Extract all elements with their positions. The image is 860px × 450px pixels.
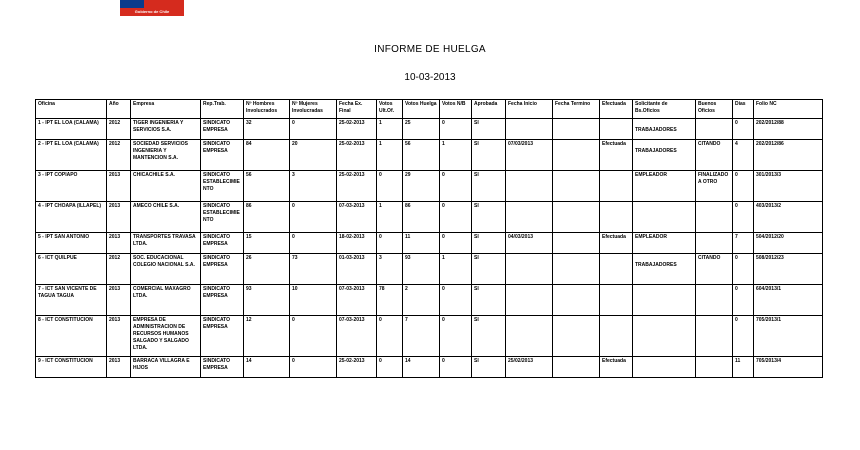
cell-anio: 2013 [107,171,131,202]
cell-solicitante: EMPLEADOR [633,171,696,202]
cell-rep: SINDICATO EMPRESA [201,254,244,285]
cell-folio: 705/2013/4 [754,357,823,378]
cell-termino [553,357,600,378]
cell-empresa: SOCIEDAD SERVICIOS INGENIERIA Y MANTENCION S.A. [131,140,201,171]
cell-votos_ult: 3 [377,254,403,285]
cell-aprobada: SI [472,233,506,254]
cell-oficina: 1 - IPT EL LOA (CALAMA) [36,119,107,140]
cell-anio: 2012 [107,119,131,140]
cell-mujeres: 10 [290,285,337,316]
cell-folio: 504/2012/20 [754,233,823,254]
cell-oficina: 4 - IPT CHOAPA (ILLAPEL) [36,202,107,233]
col-header: Fecha Termino [553,100,600,119]
cell-empresa: TRANSPORTES TRAVASA LTDA. [131,233,201,254]
table-header-row [36,100,823,119]
col-header: Oficina [36,100,107,119]
cell-votos_nb: 0 [440,316,472,357]
cell-votos_huelga: 29 [403,171,440,202]
col-header: Votos Huelga [403,100,440,119]
cell-efectuada: Efectuada [600,140,633,171]
col-header: Votos N/B [440,100,472,119]
cell-mujeres: 0 [290,316,337,357]
cell-solicitante [633,119,696,140]
cell-rep: SINDICATO EMPRESA [201,316,244,357]
cell-inicio [506,254,553,285]
table-row [36,202,823,233]
cell-hombres: 26 [244,254,290,285]
table-row [36,140,823,171]
cell-folio: 604/2013/1 [754,285,823,316]
cell-votos_nb: 0 [440,285,472,316]
cell-fecha_ex: 25-02-2013 [337,357,377,378]
cell-mujeres: 0 [290,357,337,378]
cell-mujeres: 0 [290,119,337,140]
col-header: Aprobada [472,100,506,119]
cell-solicitante [633,254,696,285]
cell-solicitante [633,285,696,316]
cell-folio: 705/2013/1 [754,316,823,357]
cell-folio: 403/2013/2 [754,202,823,233]
cell-termino [553,119,600,140]
cell-oficina: 8 - ICT CONSTITUCION [36,316,107,357]
cell-dias: 0 [733,254,754,285]
col-header: Nº Mujeres Involucradas [290,100,337,119]
cell-inicio [506,202,553,233]
cell-votos_ult: 1 [377,119,403,140]
cell-empresa: TIGER INGENIERIA Y SERVICIOS S.A. [131,119,201,140]
table-row [36,316,823,357]
strike-report-table [35,99,823,378]
cell-anio: 2013 [107,285,131,316]
cell-efectuada [600,171,633,202]
cell-votos_huelga: 11 [403,233,440,254]
cell-empresa: AMECO CHILE S.A. [131,202,201,233]
cell-oficina: 7 - ICT SAN VICENTE DE TAGUA TAGUA [36,285,107,316]
cell-dias: 7 [733,233,754,254]
cell-termino [553,171,600,202]
cell-buenos: CITANDO [696,140,733,171]
table-row [36,285,823,316]
table-body [36,119,823,378]
cell-aprobada: SI [472,254,506,285]
cell-oficina: 3 - IPT COPIAPO [36,171,107,202]
cell-empresa: EMPRESA DE ADMINISTRACION DE RECURSOS HUMANOS SALGADO Y SALGADO LTDA. [131,316,201,357]
cell-rep: SINDICATO EMPRESA [201,140,244,171]
cell-fecha_ex: 07-03-2013 [337,202,377,233]
cell-oficina: 5 - IPT SAN ANTONIO [36,233,107,254]
cell-empresa: CHICACHILE S.A. [131,171,201,202]
cell-votos_ult: 0 [377,233,403,254]
cell-text: TRABAJADORES [635,148,677,154]
col-header: Nº Hombres Involucrados [244,100,290,119]
cell-rep: SINDICATO EMPRESA [201,285,244,316]
cell-folio: 301/2013/3 [754,171,823,202]
cell-text: TRABAJADORES [635,262,677,268]
cell-rep: SINDICATO ESTABLECIMIENTO [201,202,244,233]
cell-solicitante [633,316,696,357]
cell-folio: 202/2012/88 [754,119,823,140]
cell-hombres: 15 [244,233,290,254]
cell-votos_nb: 0 [440,233,472,254]
logo-red-block [144,0,184,8]
cell-votos_huelga: 2 [403,285,440,316]
cell-inicio: 25/02/2013 [506,357,553,378]
cell-fecha_ex: 25-02-2013 [337,119,377,140]
table-row [36,254,823,285]
cell-hombres: 32 [244,119,290,140]
cell-aprobada: SI [472,316,506,357]
cell-mujeres: 0 [290,233,337,254]
cell-mujeres: 20 [290,140,337,171]
cell-hombres: 56 [244,171,290,202]
col-header: Votos Ult.Of. [377,100,403,119]
cell-dias: 0 [733,285,754,316]
cell-buenos [696,119,733,140]
cell-votos_nb: 1 [440,140,472,171]
cell-votos_huelga: 93 [403,254,440,285]
cell-buenos [696,357,733,378]
cell-votos_huelga: 25 [403,119,440,140]
cell-fecha_ex: 07-03-2013 [337,316,377,357]
col-header: Rep.Trab. [201,100,244,119]
cell-termino [553,316,600,357]
cell-votos_ult: 1 [377,202,403,233]
cell-rep: SINDICATO EMPRESA [201,357,244,378]
cell-votos_nb: 0 [440,171,472,202]
cell-anio: 2013 [107,357,131,378]
col-header: Efectuada [600,100,633,119]
cell-rep: SINDICATO EMPRESA [201,119,244,140]
cell-oficina: 2 - IPT EL LOA (CALAMA) [36,140,107,171]
cell-mujeres: 73 [290,254,337,285]
col-header: Folio NC [754,100,823,119]
col-header: Año [107,100,131,119]
cell-fecha_ex: 07-03-2013 [337,285,377,316]
cell-dias: 4 [733,140,754,171]
cell-oficina: 6 - ICT QUILPUE [36,254,107,285]
cell-mujeres: 0 [290,202,337,233]
cell-aprobada: SI [472,202,506,233]
cell-inicio: 07/03/2013 [506,140,553,171]
cell-termino [553,140,600,171]
cell-efectuada [600,254,633,285]
cell-votos_nb: 0 [440,357,472,378]
cell-dias: 0 [733,119,754,140]
cell-votos_ult: 78 [377,285,403,316]
cell-rep: SINDICATO ESTABLECIMIENTO [201,171,244,202]
cell-solicitante: EMPLEADOR [633,233,696,254]
cell-votos_nb: 0 [440,202,472,233]
cell-empresa: COMERCIAL MAXAGRO LTDA. [131,285,201,316]
cell-hombres: 93 [244,285,290,316]
cell-buenos [696,202,733,233]
cell-anio: 2012 [107,254,131,285]
cell-fecha_ex: 18-02-2013 [337,233,377,254]
cell-buenos [696,233,733,254]
logo-text: Gobierno de Chile [120,8,184,16]
col-header: Días [733,100,754,119]
report-title: INFORME DE HUELGA [374,44,486,55]
col-header: Buenos Oficios [696,100,733,119]
col-header: Fecha Ex. Final [337,100,377,119]
cell-hombres: 12 [244,316,290,357]
cell-inicio [506,119,553,140]
cell-votos_ult: 1 [377,140,403,171]
report-date: 10-03-2013 [404,72,456,83]
cell-rep: SINDICATO EMPRESA [201,233,244,254]
cell-fecha_ex: 25-02-2013 [337,171,377,202]
cell-empresa: SOC. EDUCACIONAL COLEGIO NACIONAL S.A. [131,254,201,285]
cell-hombres: 86 [244,202,290,233]
cell-dias: 0 [733,202,754,233]
cell-efectuada [600,285,633,316]
cell-anio: 2013 [107,233,131,254]
cell-buenos: CITANDO [696,254,733,285]
cell-text: TRABAJADORES [635,127,677,133]
cell-votos_ult: 0 [377,316,403,357]
table-row [36,357,823,378]
cell-anio: 2012 [107,140,131,171]
cell-efectuada [600,202,633,233]
cell-anio: 2013 [107,202,131,233]
cell-votos_huelga: 14 [403,357,440,378]
cell-efectuada: Efectuada [600,357,633,378]
cell-inicio [506,171,553,202]
cell-aprobada: SI [472,119,506,140]
cell-votos_nb: 1 [440,254,472,285]
cell-votos_nb: 0 [440,119,472,140]
cell-oficina: 9 - ICT CONSTITUCION [36,357,107,378]
cell-aprobada: SI [472,140,506,171]
cell-hombres: 84 [244,140,290,171]
cell-aprobada: SI [472,171,506,202]
cell-termino [553,285,600,316]
col-header: Fecha Inicio [506,100,553,119]
cell-votos_ult: 0 [377,171,403,202]
cell-aprobada: SI [472,285,506,316]
cell-efectuada [600,316,633,357]
cell-termino [553,233,600,254]
cell-solicitante [633,202,696,233]
cell-dias: 0 [733,171,754,202]
cell-solicitante [633,357,696,378]
logo-blue-block [120,0,144,8]
cell-buenos [696,285,733,316]
cell-votos_huelga: 7 [403,316,440,357]
cell-efectuada [600,119,633,140]
table-row [36,233,823,254]
cell-efectuada: Efectuada [600,233,633,254]
cell-buenos: FINALIZADO A OTRO [696,171,733,202]
cell-inicio: 04/03/2013 [506,233,553,254]
cell-mujeres: 3 [290,171,337,202]
cell-aprobada: SI [472,357,506,378]
cell-fecha_ex: 25-02-2013 [337,140,377,171]
cell-inicio [506,285,553,316]
col-header: Solicitante de Bs.Oficios [633,100,696,119]
cell-votos_ult: 0 [377,357,403,378]
table-row [36,119,823,140]
cell-inicio [506,316,553,357]
cell-empresa: BARRACA VILLAGRA E HIJOS [131,357,201,378]
cell-buenos [696,316,733,357]
cell-fecha_ex: 01-03-2013 [337,254,377,285]
cell-solicitante [633,140,696,171]
cell-folio: 202/2012/86 [754,140,823,171]
table-row [36,171,823,202]
cell-termino [553,202,600,233]
cell-votos_huelga: 86 [403,202,440,233]
col-header: Empresa [131,100,201,119]
cell-votos_huelga: 56 [403,140,440,171]
cell-termino [553,254,600,285]
cell-dias: 11 [733,357,754,378]
cell-folio: 508/2012/23 [754,254,823,285]
cell-anio: 2013 [107,316,131,357]
cell-hombres: 14 [244,357,290,378]
gobierno-logo [120,0,184,16]
cell-dias: 0 [733,316,754,357]
